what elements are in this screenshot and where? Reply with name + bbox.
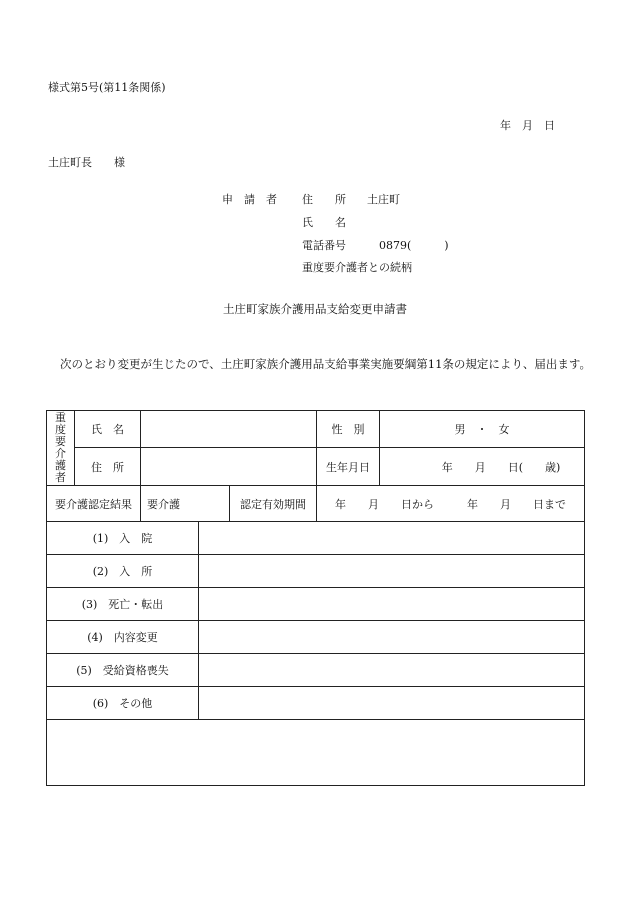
change-item-input[interactable] bbox=[199, 654, 585, 687]
change-item-input[interactable] bbox=[199, 555, 585, 588]
addressee: 土庄町長 様 bbox=[48, 156, 125, 169]
birthdate-label: 生年月日 bbox=[317, 448, 380, 486]
subject-vertical-label: 重 度 要 介 護 者 bbox=[47, 411, 75, 486]
form-number: 様式第5号(第11条関係) bbox=[48, 81, 166, 94]
table-row-name bbox=[47, 411, 585, 448]
valid-period-label: 認定有効期間 bbox=[230, 486, 317, 522]
change-item-label: (3) 死亡・転出 bbox=[47, 588, 199, 621]
applicant-address-label: 住 所 bbox=[302, 193, 346, 206]
table-row bbox=[47, 588, 585, 621]
address-input[interactable] bbox=[141, 448, 317, 486]
valid-period-input[interactable]: 年 月 日から 年 月 日まで bbox=[317, 486, 585, 522]
applicant-label: 申 請 者 bbox=[222, 193, 277, 206]
change-item-input[interactable] bbox=[199, 687, 585, 720]
notes-area[interactable] bbox=[47, 720, 585, 786]
table-row bbox=[47, 621, 585, 654]
applicant-address-row bbox=[302, 194, 400, 205]
birthdate-input[interactable]: 年 月 日( 歳) bbox=[380, 448, 585, 486]
table-row-notes bbox=[47, 720, 585, 786]
care-result-label: 要介護認定結果 bbox=[47, 486, 141, 522]
table-row bbox=[47, 522, 585, 555]
table-row bbox=[47, 687, 585, 720]
change-item-label: (6) その他 bbox=[47, 687, 199, 720]
change-item-label: (5) 受給資格喪失 bbox=[47, 654, 199, 687]
change-item-label: (2) 入 所 bbox=[47, 555, 199, 588]
table-row-care bbox=[47, 486, 585, 522]
applicant-phone-value: 0879( ) bbox=[379, 239, 449, 252]
applicant-address-value: 土庄町 bbox=[367, 193, 400, 206]
gender-label: 性 別 bbox=[317, 411, 380, 448]
applicant-relation-label: 重度要介護者との続柄 bbox=[302, 261, 412, 274]
application-form-table bbox=[46, 410, 585, 786]
address-label: 住 所 bbox=[75, 448, 141, 486]
table-row-address bbox=[47, 448, 585, 486]
applicant-phone-row bbox=[302, 240, 449, 251]
change-item-label: (1) 入 院 bbox=[47, 522, 199, 555]
name-input[interactable] bbox=[141, 411, 317, 448]
change-item-label: (4) 内容変更 bbox=[47, 621, 199, 654]
change-item-input[interactable] bbox=[199, 621, 585, 654]
date-line: 年 月 日 bbox=[500, 119, 555, 132]
care-level-input[interactable]: 要介護 bbox=[141, 486, 230, 522]
applicant-name-label: 氏 名 bbox=[302, 216, 346, 229]
document-title: 土庄町家族介護用品支給変更申請書 bbox=[223, 302, 407, 316]
gender-options[interactable]: 男 ・ 女 bbox=[380, 411, 585, 448]
body-text: 次のとおり変更が生じたので、土庄町家族介護用品支給事業実施要綱第11条の規定により、届出ます。 bbox=[60, 357, 591, 371]
change-item-input[interactable] bbox=[199, 522, 585, 555]
table-row bbox=[47, 555, 585, 588]
applicant-phone-label: 電話番号 bbox=[302, 239, 346, 252]
name-label: 氏 名 bbox=[75, 411, 141, 448]
change-item-input[interactable] bbox=[199, 588, 585, 621]
table-row bbox=[47, 654, 585, 687]
